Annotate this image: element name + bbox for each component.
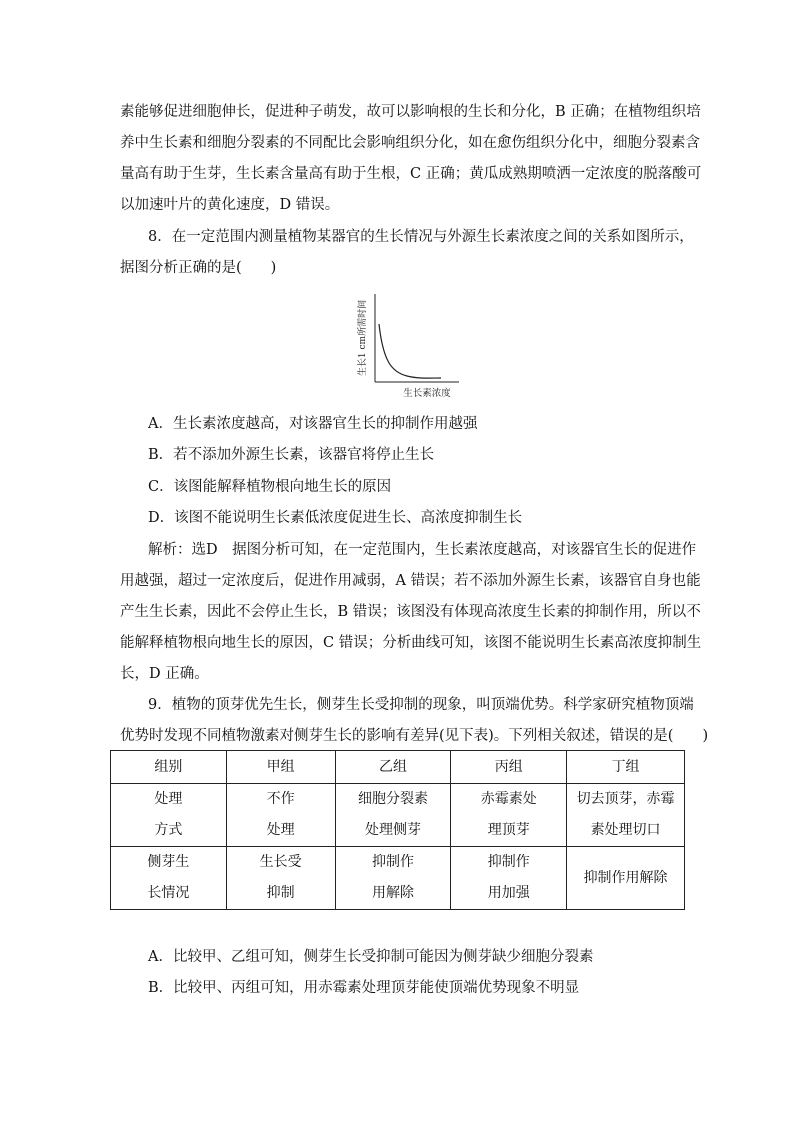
cell-text: 理顶芽 bbox=[487, 822, 530, 838]
cell-text: 素处理切口 bbox=[590, 822, 661, 838]
table-row-treatment bbox=[111, 784, 685, 847]
option-d: D．该图不能说明生长素低浓度促进生长、高浓度抑制生长 bbox=[148, 510, 523, 526]
cell-text: 侧芽生 bbox=[147, 854, 190, 870]
cell-text: 抑制作 bbox=[487, 854, 530, 870]
question-8-stem: 8．在一定范围内测量植物某器官的生长情况与外源生长素浓度之间的关系如图所示， bbox=[148, 229, 694, 245]
growth-curve-figure bbox=[355, 290, 465, 402]
table-row-label bbox=[111, 847, 227, 910]
cell-text: 抑制作 bbox=[371, 854, 414, 870]
analysis-line: 解析：选D 据图分析可知，在一定范围内，生长素浓度越高，对该器官生长的促进作 bbox=[148, 542, 697, 558]
cell-text: 方式 bbox=[154, 822, 183, 838]
cell-text: 处理 bbox=[266, 822, 295, 838]
table-header-cell: 甲组 bbox=[226, 751, 335, 784]
cell-text: 用解除 bbox=[371, 885, 414, 901]
cell-text: 用加强 bbox=[487, 885, 530, 901]
table-header-cell: 乙组 bbox=[335, 751, 451, 784]
cell-text: 长情况 bbox=[147, 885, 190, 901]
x-axis-label: 生长素浓度 bbox=[403, 388, 451, 399]
paragraph-line: 养中生长素和细胞分裂素的不同配比会影响组织分化，如在愈伤组织分化中，细胞分裂素含 bbox=[120, 135, 700, 151]
analysis-line: 能解释植物根向地生长的原因，C 错误；分析曲线可知，该图不能说明生长素高浓度抑制生 bbox=[120, 635, 702, 651]
cell-text: 抑制作用解除 bbox=[583, 869, 668, 886]
table-row-growth bbox=[111, 847, 685, 910]
table-header-cell: 组别 bbox=[111, 751, 227, 784]
cell-text: 处理侧芽 bbox=[364, 822, 421, 838]
table-cell bbox=[567, 847, 685, 910]
table-cell bbox=[451, 847, 567, 910]
table-cell bbox=[451, 784, 567, 847]
cell-text: 不作 bbox=[266, 791, 295, 807]
hormone-effect-table bbox=[110, 750, 685, 910]
table-cell bbox=[226, 784, 335, 847]
table-cell bbox=[335, 847, 451, 910]
analysis-line: 长，D 正确。 bbox=[120, 666, 209, 682]
table-cell bbox=[226, 847, 335, 910]
cell-text: 细胞分裂素 bbox=[357, 791, 428, 807]
table-header-cell: 丙组 bbox=[451, 751, 567, 784]
paragraph-line: 量高有助于生芽，生长素含量高有助于生根，C 正确；黄瓜成熟期喷洒一定浓度的脱落酸可 bbox=[120, 166, 702, 182]
cell-text: 生长受 bbox=[259, 854, 302, 870]
option-a: A．生长素浓度越高，对该器官生长的抑制作用越强 bbox=[148, 416, 478, 432]
cell-text: 赤霉素处 bbox=[480, 791, 537, 807]
option-a: A．比较甲、乙组可知，侧芽生长受抑制可能因为侧芽缺少细胞分裂素 bbox=[148, 949, 594, 965]
cell-text: 切去顶芽，赤霉 bbox=[576, 791, 675, 807]
table-cell bbox=[567, 784, 685, 847]
cell-text: 抑制 bbox=[266, 885, 295, 901]
paragraph-line: 素能够促进细胞伸长，促进种子萌发，故可以影响根的生长和分化，B 正确；在植物组织培 bbox=[120, 104, 701, 120]
cell-text: 处理 bbox=[154, 791, 183, 807]
table-header-cell: 丁组 bbox=[567, 751, 685, 784]
table-header-row bbox=[111, 751, 685, 784]
option-b: B．比较甲、丙组可知，用赤霉素处理顶芽能使顶端优势现象不明显 bbox=[148, 980, 580, 996]
option-b: B．若不添加外源生长素，该器官将停止生长 bbox=[148, 447, 435, 463]
paragraph-line: 以加速叶片的黄化速度，D 错误。 bbox=[120, 197, 340, 213]
y-axis-label: 生长1 cm所需时间 bbox=[358, 299, 368, 377]
analysis-line: 产生生长素，因此不会停止生长，B 错误；该图没有体现高浓度生长素的抑制作用，所以不 bbox=[120, 604, 701, 620]
table-row-label bbox=[111, 784, 227, 847]
growth-curve-chart bbox=[355, 290, 465, 402]
growth-curve bbox=[379, 324, 441, 378]
question-9-stem-cont: 优势时发现不同植物激素对侧芽生长的影响有差异(见下表)。下列相关叙述，错误的是( ) bbox=[120, 728, 709, 744]
question-9-stem: 9．植物的顶芽优先生长，侧芽生长受抑制的现象，叫顶端优势。科学家研究植物顶端 bbox=[148, 697, 694, 713]
option-c: C．该图能解释植物根向地生长的原因 bbox=[148, 479, 392, 495]
question-8-stem-cont: 据图分析正确的是( ) bbox=[120, 260, 277, 276]
table-cell bbox=[335, 784, 451, 847]
analysis-line: 用越强，超过一定浓度后，促进作用减弱，A 错误；若不添加外源生长素，该器官自身也能 bbox=[120, 573, 701, 589]
